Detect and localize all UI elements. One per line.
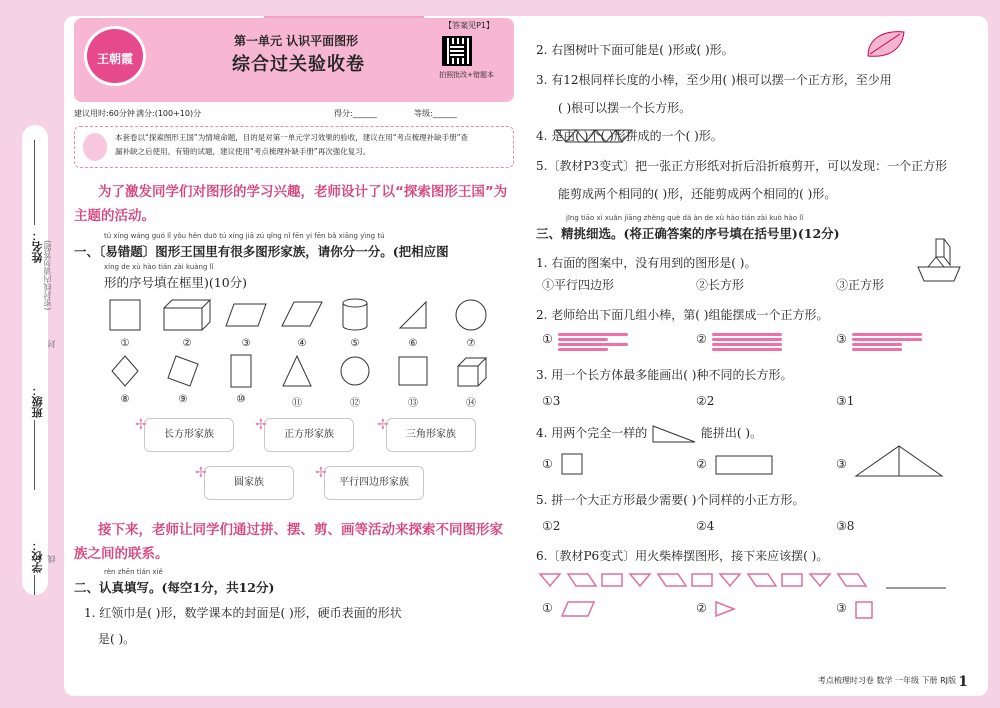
shape-number: ⑫ [350,398,360,409]
option-a[interactable]: ①2 [542,518,561,533]
triangle-strip-icon [554,128,634,144]
parallelogram-match-icon [560,600,596,618]
family-box-triangle[interactable]: ✢ 三角形家族 [386,418,476,452]
shape-triangle [280,354,314,409]
section-2 [74,568,514,649]
shape-number: ⑭ [466,398,476,409]
section-2-pinyin: rèn zhēn tián xiě [104,568,163,576]
section-1 [74,232,514,510]
triangle-answer-icon [854,444,944,478]
option-b[interactable]: ② [696,332,707,346]
shape-cube [454,354,488,409]
family-boxes [74,412,514,510]
family-box-square[interactable]: ✢ 正方形家族 [264,418,354,452]
family-box-rectangle[interactable]: ✢ 长方形家族 [144,418,234,452]
s2-q3-line2: ( )根可以摆一个长方形。 [558,101,692,115]
s3-q1 [536,253,976,273]
seal-note: (密封线内请勿答题) [43,240,52,311]
section-1-pinyin-2: xíng de xù hào tián zài kuàng lǐ [104,263,214,271]
s3-q4-text-b: 能拼出( )。 [700,426,763,440]
s2-q2-text: 2. 右图树叶下面可能是( )形或( )形。 [536,43,734,57]
option-a[interactable]: ① [542,332,553,346]
qr-code-icon[interactable] [442,36,472,66]
shape-number: ② [182,338,192,349]
option-a[interactable]: ①平行四边形 [542,278,615,292]
option-b[interactable]: ② [696,600,707,615]
shape-number: ③ [241,338,251,349]
s3-q6: 6.〔教材P6变式〕用火柴棒摆图形，接下来应该摆( )。 [536,548,829,563]
rectangle-answer-icon [714,454,774,476]
shape-circle [454,298,488,349]
s2-q5-line2: 能剪成两个相同的( )形，还能剪成两个相同的( )形。 [558,187,837,201]
dragonfly-icon: ✢ [195,465,207,481]
option-c[interactable]: ③正方形 [836,278,885,292]
binding-pill [22,125,48,595]
s2-q1-line1: 1. 红领巾是( )形，数学课本的封面是( )形，硬币表面的形状 [84,606,402,620]
option-c[interactable]: ③8 [836,518,855,533]
option-a[interactable]: ①3 [542,394,561,408]
s3-q3-options [536,391,976,413]
name-line [34,140,35,225]
unit-title: 第一单元 认识平面图形 [234,34,359,48]
page-title: 综合过关验收卷 [232,54,365,75]
section-1-title: 一、〔易错题〕图形王国里有很多图形家族，请你分一分。(把相应图 [74,244,449,259]
shape-square [108,298,142,349]
dragonfly-icon: ✢ [315,465,327,481]
s3-q3: 3. 用一个长方体最多能画出( )种不同的长方形。 [536,368,793,382]
intro-line-1: 本套卷以“探索图形王国”为情境命题，目的是对第一单元学习效果的验收，建议在用“考点梳理补缺手册”查 [115,133,469,142]
shape-number: ⑩ [236,394,246,405]
square-match-icon [854,600,876,620]
option-c[interactable]: ③ [836,600,847,615]
shape-rectangle [224,354,258,405]
lead-paragraph-2: 接下来，老师让同学们通过拼、摆、剪、画等活动来探索不同图形家族之间的联系。 [74,522,503,562]
s3-q2-options [536,329,976,355]
shape-right-triangle [396,298,430,349]
section-1-pinyin: tú xíng wáng guó lǐ yǒu hěn duō tú xíng jiā zú qǐng nǐ fēn yi fēn bǎ xiāng yìng tú [104,232,385,240]
answer-reference: 【答案见P1】 [444,21,494,30]
square-answer-icon [560,452,584,476]
intro-box [74,126,514,168]
name-label: 姓名： [31,230,44,263]
exam-header [74,18,514,102]
shape-number: ⑦ [466,338,476,349]
scan-label: 拍照批改+错题本 [439,71,494,79]
shape-number: ⑤ [350,338,360,349]
option-b[interactable]: ②长方形 [696,278,745,292]
shape-parallelogram [280,298,324,349]
s2-q4-text: 4. 是由( )个( )形拼成的一个( )形。 [536,129,723,143]
option-c[interactable]: ③ [836,456,847,471]
shape-number: ⑬ [408,398,418,409]
option-b[interactable]: ② [696,456,707,471]
dragonfly-icon: ✢ [135,417,147,433]
option-c[interactable]: ③1 [836,394,855,408]
shape-rhombus [108,354,142,405]
stick-group-2 [712,331,784,353]
stick-group-3 [852,331,924,353]
section-1-title-2: 形的序号填在框里)(10分) [104,275,248,290]
s3-q4-options [536,450,976,480]
s3-q4 [536,423,976,444]
shape-square [396,354,430,409]
option-c[interactable]: ③ [836,332,847,346]
section-2-title: 二、认真填写。(每空1分，共12分) [74,580,275,595]
school-label: 学校： [31,540,44,573]
binding-strip [0,0,56,708]
shapes-row-2 [74,354,514,409]
shape-cylinder [338,298,372,349]
option-b[interactable]: ②2 [696,394,715,408]
shape-number: ④ [297,338,307,349]
girl-avatar-icon [83,133,107,161]
brand-logo: 王朝霞 [84,26,146,86]
shape-cuboid [162,298,212,349]
leaf-icon [864,28,908,60]
grade-field[interactable]: 等级:______ [414,109,457,118]
dragonfly-icon: ✢ [255,417,267,433]
seal-mark-bottom: 线 [47,555,56,563]
shapes-row-1 [74,298,514,350]
shape-circle [338,354,372,409]
triangle-match-icon [714,600,738,618]
shape-number: ⑧ [120,394,130,405]
intro-line-2: 漏补缺之后使用。有错的试题，建议使用“考点梳理补缺手册”再次强化复习。 [115,147,371,156]
s3-q2: 2. 老师给出下面几组小棒，第( )组能摆成一个正方形。 [536,308,829,322]
right-triangle-icon [651,424,697,444]
s2-q3-line1: 3. 有12根同样长度的小棒，至少用( )根可以摆一个正方形，至少用 [536,73,892,87]
section-3-title: 三、精挑细选。(将正确答案的序号填在括号里)(12分) [536,226,840,241]
seal-mark-top: 封 [47,340,56,348]
score-info: 满分:(100+10)分 [136,109,202,118]
lead-paragraph-1: 为了激发同学们对图形的学习兴趣，老师设计了以“探索图形王国”为主题的活动。 [74,184,508,224]
stick-group-1 [558,331,630,353]
option-a[interactable]: ① [542,600,553,615]
s3-q6-options [536,598,976,622]
family-box-parallelogram[interactable]: ✢ 平行四边形家族 [324,466,424,500]
section-3-pinyin: jīng tiāo xì xuǎn jiāng zhèng què dá àn de xù hào tián zài kuò hào lǐ [566,214,804,222]
s3-q1-options [536,275,976,297]
matchstick-sequence-icon [536,570,966,590]
class-line [34,420,35,490]
page-number: 1 [958,674,968,690]
dragonfly-icon: ✢ [377,417,389,433]
footer-text: 考点梳理时习卷 数学 一年级 下册 RJ版 [817,676,956,685]
right-column [536,40,976,622]
s3-q5: 5. 拼一个大正方形最少需要( )个同样的小正方形。 [536,492,805,507]
section-3 [536,214,976,622]
family-box-circle[interactable]: ✢ 圆家族 [204,466,294,500]
exam-meta [74,108,514,122]
shape-tilted-square [166,354,200,405]
s3-q5-options [536,516,976,538]
option-b[interactable]: ②4 [696,518,715,533]
s3-q1-text: 1. 右面的图案中，没有用到的图形是( )。 [536,256,757,270]
shape-number: ⑥ [408,338,418,349]
score-field[interactable]: 得分:______ [334,109,377,118]
s2-q2 [536,40,976,60]
s2-q5-line1: 5.〔教材P3变式〕把一张正方形纸对折后沿折痕剪开，可以发现：一个正方形 [536,159,948,173]
shape-number: ① [120,338,130,349]
s2-q4 [536,126,976,146]
s2-q1-line2: 是( )。 [98,632,136,646]
class-label: 班级： [31,385,44,418]
s3-q4-text-a: 4. 用两个完全一样的 [536,426,648,440]
shape-parallelogram [224,298,268,349]
school-line [34,575,35,595]
time-info: 建议用时:60分钟 [74,109,135,118]
shape-number: ⑪ [292,398,302,409]
left-column [74,18,514,649]
option-a[interactable]: ① [542,456,553,471]
shape-number: ⑨ [178,394,188,405]
